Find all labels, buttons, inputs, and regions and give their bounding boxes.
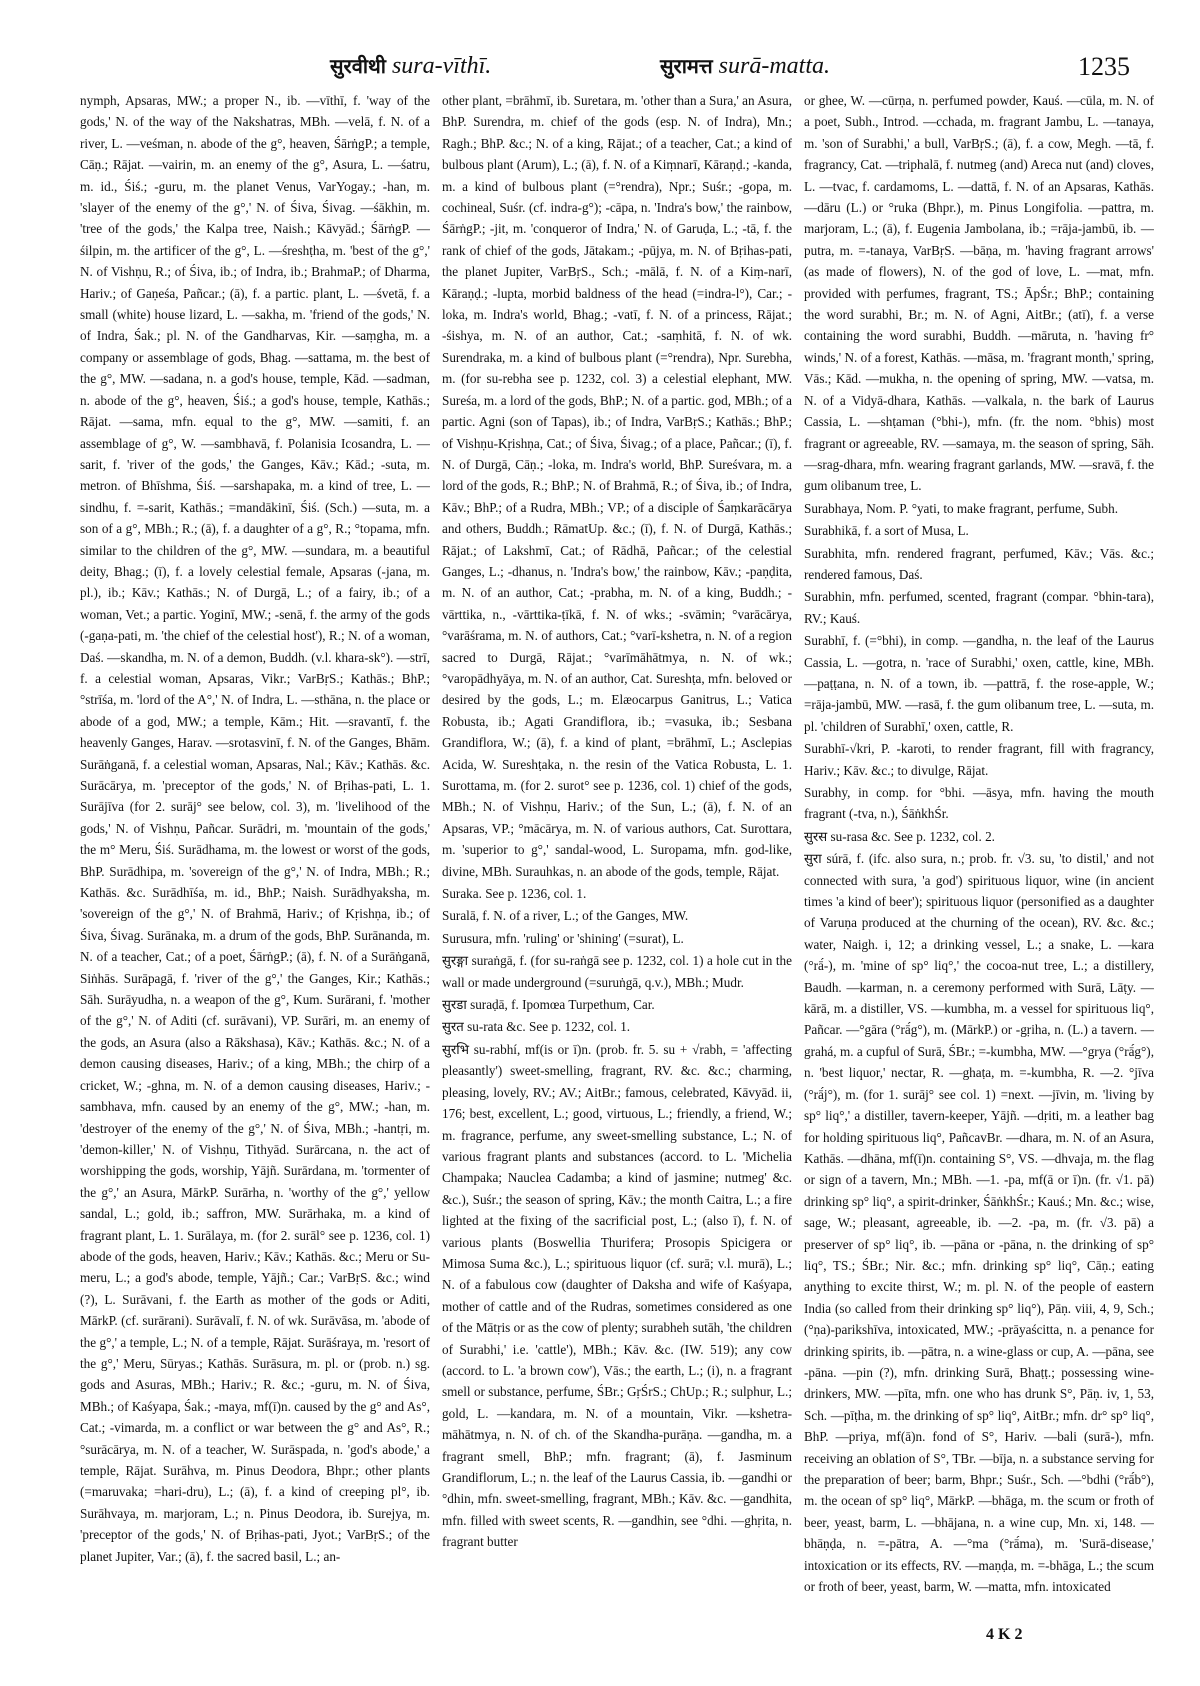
page-number: 1235 — [1078, 52, 1130, 81]
dictionary-columns — [80, 90, 1154, 1620]
dictionary-entry: Surabhy, in comp. for °bhi. —āsya, mfn. having the mouth fragrant (-tva, n.), ŚāṅkhŚr. — [804, 785, 1154, 822]
dictionary-entry: Surusura, mfn. 'ruling' or 'shining' (=surat), L. — [442, 930, 684, 946]
dictionary-entry: सुरा súrā, f. (ifc. also sura, n.; prob. fr. √3. su, 'to distil,' and not connected with sura, 'a god') spirituous liquor, wine (in ancient times 'a kind of beer'); spirituous liquor (personified as a daughter of Varuṇa produced at the churning of the ocean), RV. &c. &c.; water, Naigh. i, 12; a drinking vessel, L.; a snake, L. —kara (°rā́-), m. 'mine of sp° liq°,' the cocoa-nut tree, L.; a distillery, Baudh. —karman, n. a ceremony performed with Surā, Lāṭy. —kārā, m. a distiller, VS. —kumbha, m. a vessel for spirituous liq°, Pañcar. —°gāra (°rā́g°), m. (MārkP.) or -gṛiha, n. (L.) a tavern. —grahá, m. a cupful of Surā, ŚBr.; =-kumbha, MW. —°grya (°rā́g°), n. 'best liquor,' nectar, R. —ghaṭa, m. =-kumbha, R. —2. °jīva (°rā́j°), m. (for 1. surāj° see col. 1) =next. —jīvin, m. 'living by sp° liq°,' a distiller, tavern-keeper, Yājñ. —dṛiti, m. a leather bag for holding spirituous liq°, PañcavBr. —dhara, m. N. of an Asura, Kathās. —dhāna, mf(ī)n. containing S°, VS. —dhvaja, m. the flag or sign of a tavern, Mn.; MBh. —1. -pa, mf(ā or ī)n. (fr. √1. pā) drinking sp° liq°, a spirit-drinker, ŚāṅkhŚr.; Kauś.; Mn. &c.; wise, sage, W.; pleasant, agreeable, ib. —2. -pa, m. (fr. √3. pā) a preserver of sp° liq°, ib. —pāna or -pāna, n. the drinking of sp° liq°, TS.; ŚBr.; Nir. &c.; mfn. drinking sp° liq°, Cāṇ.; eating anything to excite thirst, W.; m. pl. N. of the people of eastern India (so called from their drinking sp° liq°), Pāṇ. viii, 4, 9, Sch.; (°ṇa)-parikshīva, intoxicated, MW.; -prāyaścitta, n. a penance for drinking spirits, ib. —pātra, n. a wine-glass or cup, A. —pāna, see -pāna. —pin (?), mfn. drinking Surā, Bhaṭṭ.; possessing wine-drinkers, MW. —pīta, mfn. one who has drunk S°, Pāṇ. iv, 1, 53, Sch. —pīṭha, m. the drinking of sp° liq°, AitBr.; mfn. dr° sp° liq°, BhP. —priya, mf(ā)n. fond of S°, Hariv. —bali (surā-), mfn. receiving an oblation of S°, TBr. —bīja, n. a substance serving for the preparation of beer; barm, Bhpr.; Suśr., Sch. —°bdhi (°rā́b°), m. the ocean of sp° liq°, MārkP. —bhāga, m. the scum or froth of beer, yeast, barm, L. —bhājana, n. a wine cup, Mn. xi, 148. —bhāṇḍa, n. =-pātra, A. —°ma (°rā́ma), m. 'Surā-disease,' intoxication or its effects, RV. —maṇḍa, m. =-bhāga, L.; the scum or froth of beer, yeast, barm, W. —matta, mfn. intoxicated — [804, 851, 1154, 1595]
dictionary-entry: सुरत su-rata &c. See p. 1232, col. 1. — [442, 1019, 631, 1035]
right-head-transliteration: surā-matta. — [718, 53, 831, 79]
dictionary-entry: Surabhī, f. (=°bhi), in comp. —gandha, n. the leaf of the Laurus Cassia, L. —gotra, n. 'race of Surabhi,' oxen, cattle, kine, MBh. —paṭṭana, n. N. of a town, ib. —pattrā, f. the rose-apple, W.; =rāja-jambū, MW. —rasā, f. the gum olibanum tree, L. —suta, m. pl. 'children of Surabhī,' oxen, cattle, R. — [804, 633, 1154, 734]
dictionary-entry: Surabhī-√kri, P. -karoti, to render fragrant, fill with fragrancy, Hariv.; Kāv. &c.; to divulge, Rājat. — [804, 741, 1154, 778]
column-1 — [80, 90, 430, 1620]
page-header — [80, 52, 1130, 86]
dictionary-entry: Surabhita, mfn. rendered fragrant, perfumed, Kāv.; Vās. &c.; rendered famous, Daś. — [804, 545, 1154, 582]
dictionary-entry: nymph, Apsaras, MW.; a proper N., ib. —vīthī, f. 'way of the gods,' N. of the way of the Nakshatras, MBh. —velā, f. N. of a river, L. —veśman, n. abode of the g°, heaven, ŚārṅgP.; a temple, Cāṇ.; Rājat. —vairin, m. an enemy of the g°, Asura, L. —śatru, m. id., Śiś.; -guru, m. the planet Venus, VarYogay.; -han, m. 'slayer of the enemy of the g°,' N. of Śiva, Śivag. —śākhin, m. 'tree of the gods,' the Kalpa tree, Naish.; Kāvyād.; ŚārṅgP. —śilpin, m. the artificer of the g°, L. —śreshṭha, m. 'best of the g°,' N. of Vishṇu, R.; of Śiva, ib.; of Indra, ib.; BrahmaP.; of Dharma, Hariv.; of Gaṇeśa, Pañcar.; (ā), f. a partic. plant, L. —śvetā, f. a small (white) house lizard, L. —sakha, m. 'friend of the gods,' N. of Indra, Śak.; pl. N. of the Gandharvas, Kir. —saṃgha, m. a company or assemblage of gods, Bhag. —sattama, m. the best of the g°, MW. —sadana, n. a god's house, temple, Kād. —sadman, n. abode of the g°, heaven, Śiś.; a god's house, temple, Kathās.; Rājat. —sama, mfn. equal to the g°, MW. —samiti, f. an assemblage of g°, W. —sambhavā, f. Polanisia Icosandra, L. —sarit, f. 'river of the gods,' the Ganges, Kāv.; Kād.; -suta, m. metron. of Bhīshma, Śiś. —sarshapaka, m. a kind of tree, L. —sindhu, f. =-sarit, Kathās.; =mandākinī, Śiś. (Sch.) —suta, m. a son of a g°, MBh.; R.; (ā), f. a daughter of a g°, R.; °topama, mfn. similar to the children of the g°, MW. —sundara, m. a beautiful deity, Bhag.; (ī), f. a lovely celestial female, Apsaras (-jana, m. pl.), ib.; Kāv.; Kathās.; N. of Durgā, L.; of a fairy, ib.; of a woman, Vet.; a partic. Yoginī, MW.; -senā, f. the army of the gods (-gaṇa-pati, m. 'the chief of the celestial host'), R.; N. of a woman, Daś. —skandha, m. N. of a demon, Buddh. (v.l. khara-sk°). —strī, f. a celestial woman, Apsaras, Vikr.; VarBṛS.; Kathās.; BhP.; °strīśa, m. 'lord of the A°,' N. of Indra, L. —sthāna, n. the place or abode of a god, MW.; a temple, Kām.; Hit. —sravantī, f. the heavenly Ganges, Harav. —srotasvinī, f. N. of the Ganges, Bhām. Surāṅganā, f. a celestial woman, Apsaras, Nal.; Kāv.; Kathās. &c. Surācārya, m. 'preceptor of the gods,' N. of Bṛihas-pati, L. 1. Surājīva (for 2. surāj° see below, col. 3), m. 'livelihood of the gods,' N. of Vishṇu, Pañcar. Surādri, m. 'mountain of the gods,' the m° Meru, Śiś. Surādhama, m. the lowest or worst of the gods, BhP. Surādhipa, m. 'sovereign of the g°,' N. of Indra, MBh.; R.; Kathās. &c. Surādhīśa, m. id., BhP.; Naish. Surādhyaksha, m. 'sovereign of the g°,' N. of Brahmā, Hariv.; of Kṛishṇa, ib.; of Śiva, Śivag. Surānaka, m. a drum of the gods, BhP. Surānanda, m. N. of a teacher, Cat.; of a poet, ŚārṅgP.; (ā), f. N. of a Surāṅganā, Siṅhās. Surāpagā, f. 'river of the g°,' the Ganges, Kir.; Kathās.; Sāh. Surāyudha, n. a weapon of the g°, Kum. Surārani, f. 'mother of the g°,' N. of Aditi (cf. surāvani), VP. Surāri, m. an enemy of the gods, an Asura (also a Rākshasa), Kāv.; Kathās. &c.; N. of a demon causing diseases, Hariv.; of a king, MBh.; the chirp of a cricket, W.; -ghna, m. N. of a demon causing diseases, Hariv.; -sambhava, mfn. caused by an enemy of the g°, MW.; -han, m. 'destroyer of the enemy of the g°,' N. of Śiva, MBh.; -hantṛi, m. 'demon-killer,' N. of Vishṇu, Tithyād. Surārcana, n. the act of worshipping the gods, worship, Yājñ. Surārdana, m. 'tormenter of the g°,' an Asura, MārkP. Surārha, n. 'worthy of the g°,' yellow sandal, L.; gold, ib.; saffron, MW. Surārhaka, m. a kind of fragrant plant, L. 1. Surālaya, m. (for 2. surāl° see p. 1236, col. 1) abode of the gods, heaven, Hariv.; Kāv.; Kathās. &c.; Meru or Su-meru, L.; a god's abode, temple, Yājñ.; Car.; VarBṛS. &c.; wind (?), L. Surāvani, f. the Earth as mother of the gods or Aditi, MārkP. (cf. surārani). Surāvalī, f. N. of wk. Surāvāsa, m. 'abode of the g°,' a temple, L.; N. of a temple, Rājat. Surāśraya, m. 'resort of the g°,' Meru, Sūryas.; Kathās. Surāsura, m. pl. or (prob. n.) sg. gods and Asuras, MBh.; Hariv.; R. &c.; -guru, m. N. of Śiva, MBh.; of Kaśyapa, Śak.; -maya, mf(ī)n. caused by the g° and As°, Cat.; -vimarda, m. a conflict or war between the g° and As°, R.; °surācārya, m. N. of a teacher, W. Surāspada, n. 'god's abode,' a temple, Rājat. Surāhva, m. Pinus Deodora, Bhpr.; other plants (=maruvaka; =hari-dru), L.; (ā), f. a kind of creeping pl°, ib. Surāhvaya, m. marjoram, L.; n. Pinus Deodora, ib. Surejya, m. 'preceptor of the gods,' N. of Bṛihas-pati, Jyot.; VarBṛS.; of the planet Jupiter, Var.; (ā), f. the sacred basil, L.; an- — [80, 93, 430, 1564]
dictionary-entry: सुरङ्गा suraṅgā, f. (for su-raṅgā see p. 1232, col. 1) a hole cut in the wall or made underground (=suruṅgā, q.v.), MBh.; Mudr. — [442, 953, 792, 990]
dictionary-entry: Surabhaya, Nom. P. °yati, to make fragrant, perfume, Subh. — [804, 500, 1119, 516]
dictionary-entry: Suralā, f. N. of a river, L.; of the Ganges, MW. — [442, 908, 689, 924]
dictionary-entry: सुरडा suraḍā, f. Ipomœa Turpethum, Car. — [442, 997, 655, 1013]
left-running-head — [330, 52, 491, 80]
left-head-transliteration: sura-vīthī. — [391, 53, 492, 79]
dictionary-entry: सुरभि su-rabhí, mf(is or ī)n. (prob. fr. 5. su + √rabh, = 'affecting pleasantly') sweet-smelling, fragrant, RV. &c. &c.; charming, pleasing, lovely, RV.; AV.; AitBr.; famous, celebrated, Kāvyād. ii, 176; best, excellent, L.; good, virtuous, L.; friendly, a friend, W.; m. fragrance, perfume, any sweet-smelling substance, L.; N. of various fragrant plants and substances (accord. to L. 'Michelia Champaka; Nauclea Cadamba; a kind of jasmine; nutmeg' &c. &c.), Suśr.; the season of spring, Kāv.; the month Caitra, L.; a fire lighted at the fixing of the sacrificial post, L.; (also ī), f. N. of various plants (Boswellia Thurifera; Prosopis Spicigera or Mimosa Suma &c.), L.; spirituous liquor (cf. surā; v.l. murā), L.; N. of a fabulous cow (daughter of Daksha and wife of Kaśyapa, mother of cattle and of the Rudras, sometimes considered as one of the Mātṛis or as the cow of plenty; surabheh sutāh, 'the children of Surabhi,' i.e. 'cattle'), MBh.; Kāv. &c. (IW. 519); any cow (accord. to L. 'a brown cow'), Vās.; the earth, L.; (i), n. a fragrant smell or substance, perfume, ŚBr.; GṛŚrS.; ChUp.; R.; sulphur, L.; gold, L. —kandara, m. N. of a mountain, Vikr. —kshetra-māhātmya, n. N. of ch. of the Skandha-purāṇa. —gandha, m. a fragrant smell, BhP.; mfn. fragrant; (ā), f. Jasminum Grandiflorum, L.; n. the leaf of the Laurus Cassia, ib. —gandhi or °dhin, mfn. sweet-smelling, fragrant, MBh.; Kāv. &c. —gandhita, mfn. filled with sweet scents, R. —gandhin, see °dhi. —ghṛita, n. fragrant butter — [442, 1041, 792, 1550]
right-head-devanagari: सुरामत्त — [660, 54, 713, 78]
signature-mark: 4 K 2 — [986, 1626, 1023, 1643]
column-3 — [804, 90, 1154, 1620]
column-2 — [442, 90, 792, 1620]
dictionary-entry: Surabhikā, f. a sort of Musa, L. — [804, 523, 969, 539]
dictionary-entry: other plant, =brāhmī, ib. Suretara, m. 'other than a Sura,' an Asura, BhP. Surendra, m. chief of the gods (esp. N. of Indra), Mn.; Ragh.; BhP. &c.; N. of a king, Rājat.; of a teacher, Cat.; a kind of bulbous plant (Arum), L.; (ā), f. N. of a Kiṃnarī, Kāraṇḍ.; -kanda, m. a kind of bulbous plant (=°rendra), Npr.; Suśr.; -gopa, m. cochineal, Suśr. (cf. indra-g°); -cāpa, n. 'Indra's bow,' the rainbow, ŚārṅgP.; -jit, m. 'conqueror of Indra,' N. of Garuḍa, L.; -tā, f. the rank of chief of the gods, Jātakam.; -pūjya, m. N. of Bṛihas-pati, the planet Jupiter, VarBṛS., Sch.; -mālā, f. N. of a Kiṃ-narī, Kāraṇḍ.; -lupta, morbid baldness of the head (=indra-l°), Car.; -loka, m. Indra's world, Bhag.; -vatī, f. N. of a princess, Rājat.; -śishya, m. N. of an author, Cat.; -saṃhitā, f. N. of wk. Surendraka, m. a kind of bulbous plant (=°rendra), Npr. Surebha, m. (for su-rebha see p. 1232, col. 3) a celestial elephant, MW. Sureśa, m. a lord of the gods, BhP.; N. of a partic. god, MBh.; of a partic. Agni (son of Tapas), ib.; of Indra, VarBṛS.; Kathās.; BhP.; of Vishṇu-Kṛishṇa, Cat.; of Śiva, Śivag.; of a place, Pañcar.; (ī), f. N. of Durgā, Cāṇ.; -loka, m. Indra's world, BhP. Sureśvara, m. a lord of the gods, R.; BhP.; N. of Brahmā, R.; of Śiva, ib.; of Indra, Kāv.; BhP.; of a Rudra, MBh.; VP.; of a disciple of Śaṃkarācārya and others, Buddh.; RāmatUp. &c.; (ī), f. N. of Durgā, Kathās.; Rājat.; of Lakshmī, Cat.; of Rādhā, Pañcar.; of the celestial Ganges, L.; -dhanus, n. 'Indra's bow,' the rainbow, Kāv.; -paṇḍita, m. N. of an author, Cat.; -prabha, m. N. of a king, Buddh.; -vārttika, n., -vārttika-ṭīkā, f. N. of wks.; -svāmin; °varācārya, °varāśrama, m. N. of authors, Cat.; °varī-kshetra, n. N. of a region sacred to Durgā, Rājat.; °varīmāhātmya, n. N. of wk.; °varopādhyāya, m. N. of an author, Cat. Sureshṭa, mfn. beloved or desired by the gods, L.; m. Elæocarpus Ganitrus, L.; Vatica Robusta, ib.; Agati Grandiflora, ib.; =vasuka, ib.; Sesbana Grandiflora, W.; (ā), f. a kind of plant, =brāhmī, L.; Asclepias Acida, W. Sureshṭaka, n. the resin of the Vatica Robusta, L. 1. Surottama, m. (for 2. surot° see p. 1236, col. 1) chief of the gods, MBh.; N. of Vishṇu, Hariv.; of the Sun, L.; (ā), f. N. of an Apsaras, VP.; °mācārya, m. N. of various authors, Cat. Surottara, m. 'superior to g°,' sandal-wood, L. Suropama, mfn. god-like, divine, MBh. Surauhkas, n. an abode of the gods, temple, Rājat. — [442, 93, 792, 879]
dictionary-entry: Suraka. See p. 1236, col. 1. — [442, 886, 587, 902]
dictionary-entry: सुरस su-rasa &c. See p. 1232, col. 2. — [804, 828, 995, 844]
dictionary-entry: or ghee, W. —cūrṇa, n. perfumed powder, Kauś. —cūla, m. N. of a poet, Subh., Introd. —cchada, m. fragrant Jambu, L. —tanaya, m. 'son of Surabhi,' a bull, VarBṛS.; (ā), f. a cow, Megh. —tā, f. fragrancy, Cat. —triphalā, f. nutmeg (and) Areca nut (and) cloves, L. —tvac, f. cardamoms, L. —dattā, f. N. of an Apsaras, Kathās. —dāru (L.) or °ruka (Bhpr.), m. Pinus Longifolia. —pattra, m. marjoram, L.; (ā), f. Eugenia Jambolana, ib.; =rāja-jambū, ib. —putra, m. =-tanaya, VarBṛS. —bāṇa, m. 'having fragrant arrows' (as made of flowers), N. of the god of love, L. —mat, mfn. provided with perfumes, fragrant, TS.; ĀpŚr.; BhP.; containing the word surabhi, Br.; m. N. of Agni, AitBr.; (atī), f. a verse containing the word surabhi, Buddh. —māruta, n. 'having fr° winds,' N. of a forest, Kathās. —māsa, m. 'fragrant month,' spring, Vās.; Kād. —mukha, n. the opening of spring, MW. —vatsa, m. N. of a Vidyā-dhara, Kathās. —valkala, n. the bark of Laurus Cassia, L. —shṭaman (°bhi-), mfn. (fr. the nom. °bhis) most fragrant or agreeable, RV. —samaya, m. the season of spring, Sāh. —srag-dhara, mfn. wearing fragrant garlands, MW. —sravā, f. the gum olibanum tree, L. — [804, 93, 1154, 494]
dictionary-entry: Surabhin, mfn. perfumed, scented, fragrant (compar. °bhin-tara), RV.; Kauś. — [804, 589, 1154, 626]
right-running-head — [660, 52, 830, 80]
left-head-devanagari: सुरवीथी — [330, 54, 386, 78]
